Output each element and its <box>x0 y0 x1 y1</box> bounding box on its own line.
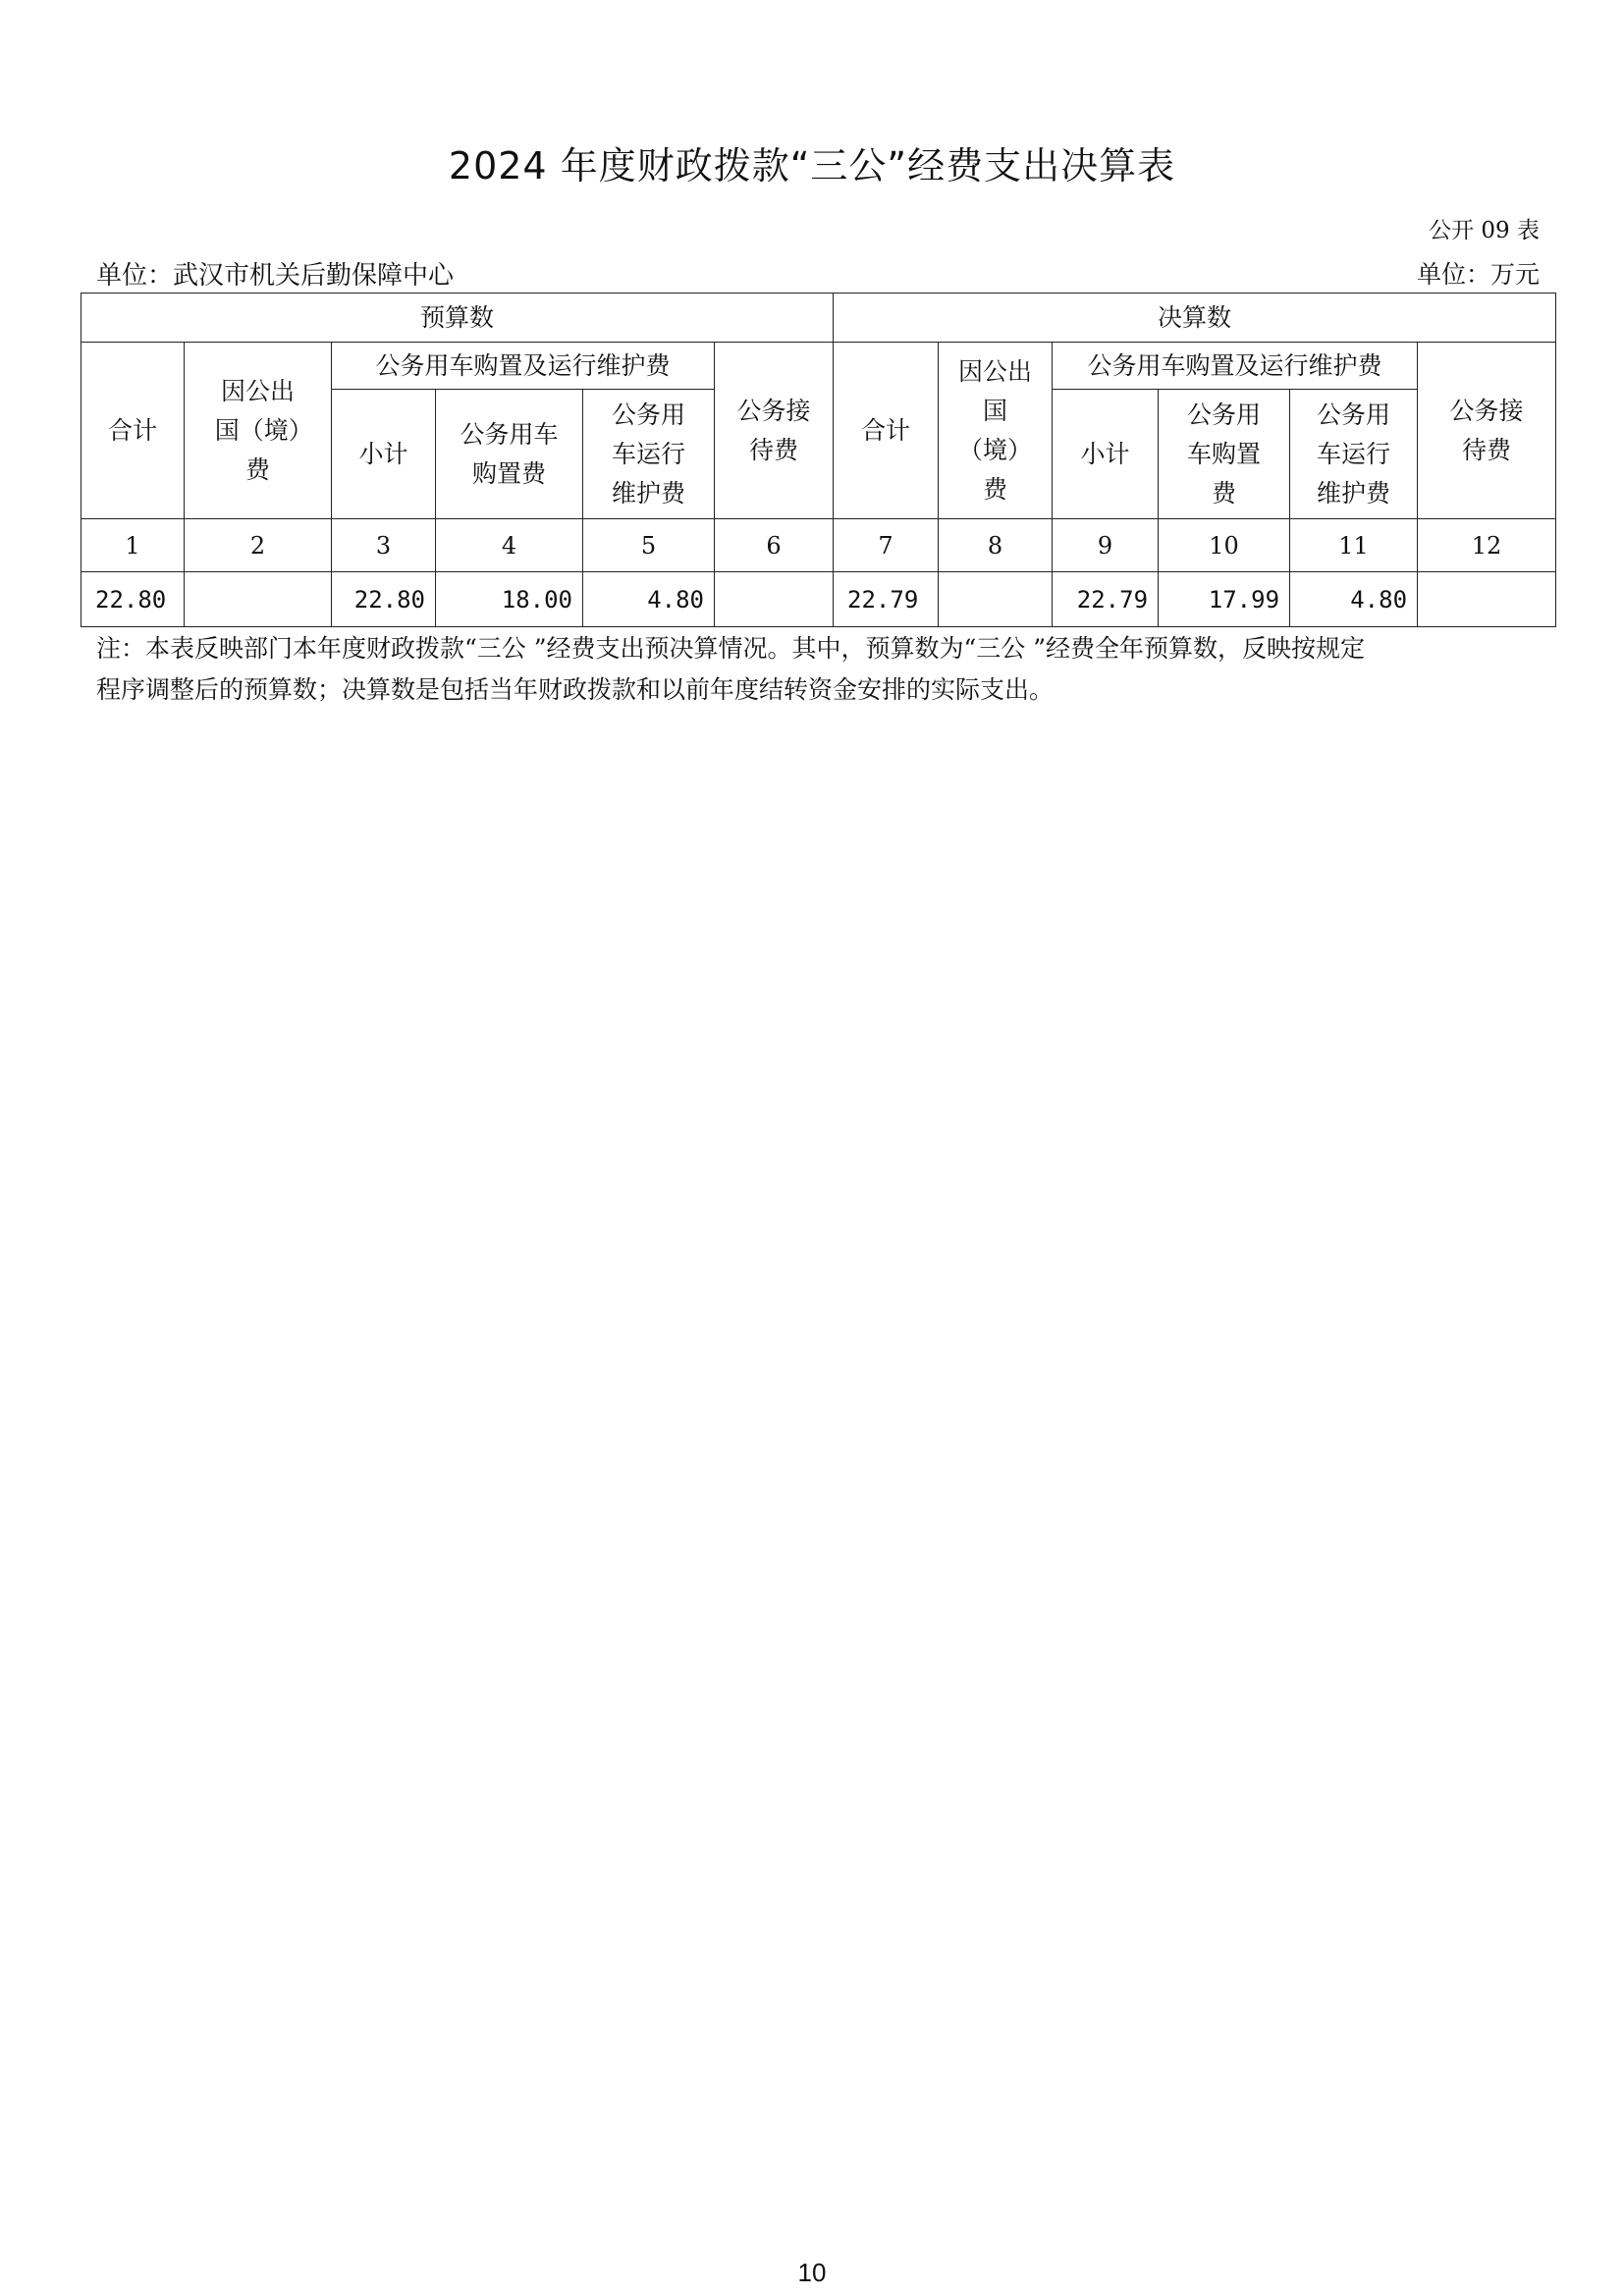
index-cell: 2 <box>185 519 332 572</box>
page-number: 10 <box>797 2258 827 2287</box>
unit-organization: 单位：武汉市机关后勤保障中心 <box>96 261 455 291</box>
table-number: 公开 09 表 <box>1429 218 1540 243</box>
header-budget-group: 预算数 <box>81 294 834 343</box>
header-budget-car-group: 公务用车购置及运行维护费 <box>332 343 715 390</box>
value-final-car-purchase: 17.99 <box>1159 572 1290 627</box>
value-budget-car-operation: 4.80 <box>583 572 715 627</box>
header-budget-reception: 公务接待费 <box>715 343 834 519</box>
header-final-total: 合计 <box>834 343 939 519</box>
value-final-subtotal: 22.79 <box>1053 572 1159 627</box>
index-cell: 5 <box>583 519 715 572</box>
header-final-car-group: 公务用车购置及运行维护费 <box>1053 343 1418 390</box>
note-line-2: 程序调整后的预算数；决算数是包括当年财政拨款和以前年度结转资金安排的实际支出。 <box>96 675 1055 704</box>
header-budget-abroad: 因公出国（境）费 <box>185 343 332 519</box>
table-note <box>96 628 1549 711</box>
header-final-car-purchase: 公务用车购置费 <box>1159 390 1290 519</box>
index-row <box>81 519 1556 572</box>
value-final-reception <box>1418 572 1556 627</box>
header-final-subtotal: 小计 <box>1053 390 1159 519</box>
page-title: 2024 年度财政拨款“三公”经费支出决算表 <box>448 144 1176 187</box>
header-final-group: 决算数 <box>834 294 1556 343</box>
index-cell: 3 <box>332 519 436 572</box>
index-cell: 4 <box>436 519 583 572</box>
value-final-total: 22.79 <box>834 572 939 627</box>
value-budget-reception <box>715 572 834 627</box>
value-final-abroad <box>939 572 1053 627</box>
header-final-reception: 公务接待费 <box>1418 343 1556 519</box>
index-cell: 9 <box>1053 519 1159 572</box>
header-budget-car-purchase: 公务用车购置费 <box>436 390 583 519</box>
value-budget-abroad <box>185 572 332 627</box>
expenditure-table <box>81 293 1556 627</box>
value-budget-total: 22.80 <box>81 572 185 627</box>
index-cell: 1 <box>81 519 185 572</box>
header-final-abroad: 因公出国（境）费 <box>939 343 1053 519</box>
value-budget-car-purchase: 18.00 <box>436 572 583 627</box>
header-final-car-operation: 公务用车运行维护费 <box>1290 390 1418 519</box>
index-cell: 12 <box>1418 519 1556 572</box>
index-cell: 6 <box>715 519 834 572</box>
note-line-1: 注：本表反映部门本年度财政拨款“三公 ”经费支出预决算情况。其中，预算数为“三公 ”经费全年预算数，反映按规定 <box>96 634 1366 663</box>
header-budget-total: 合计 <box>81 343 185 519</box>
index-cell: 7 <box>834 519 939 572</box>
value-budget-subtotal: 22.80 <box>332 572 436 627</box>
index-cell: 11 <box>1290 519 1418 572</box>
value-final-car-operation: 4.80 <box>1290 572 1418 627</box>
index-cell: 10 <box>1159 519 1290 572</box>
unit-currency: 单位：万元 <box>1416 260 1540 289</box>
header-budget-subtotal: 小计 <box>332 390 436 519</box>
header-budget-car-operation: 公务用车运行维护费 <box>583 390 715 519</box>
index-cell: 8 <box>939 519 1053 572</box>
values-row <box>81 572 1556 627</box>
